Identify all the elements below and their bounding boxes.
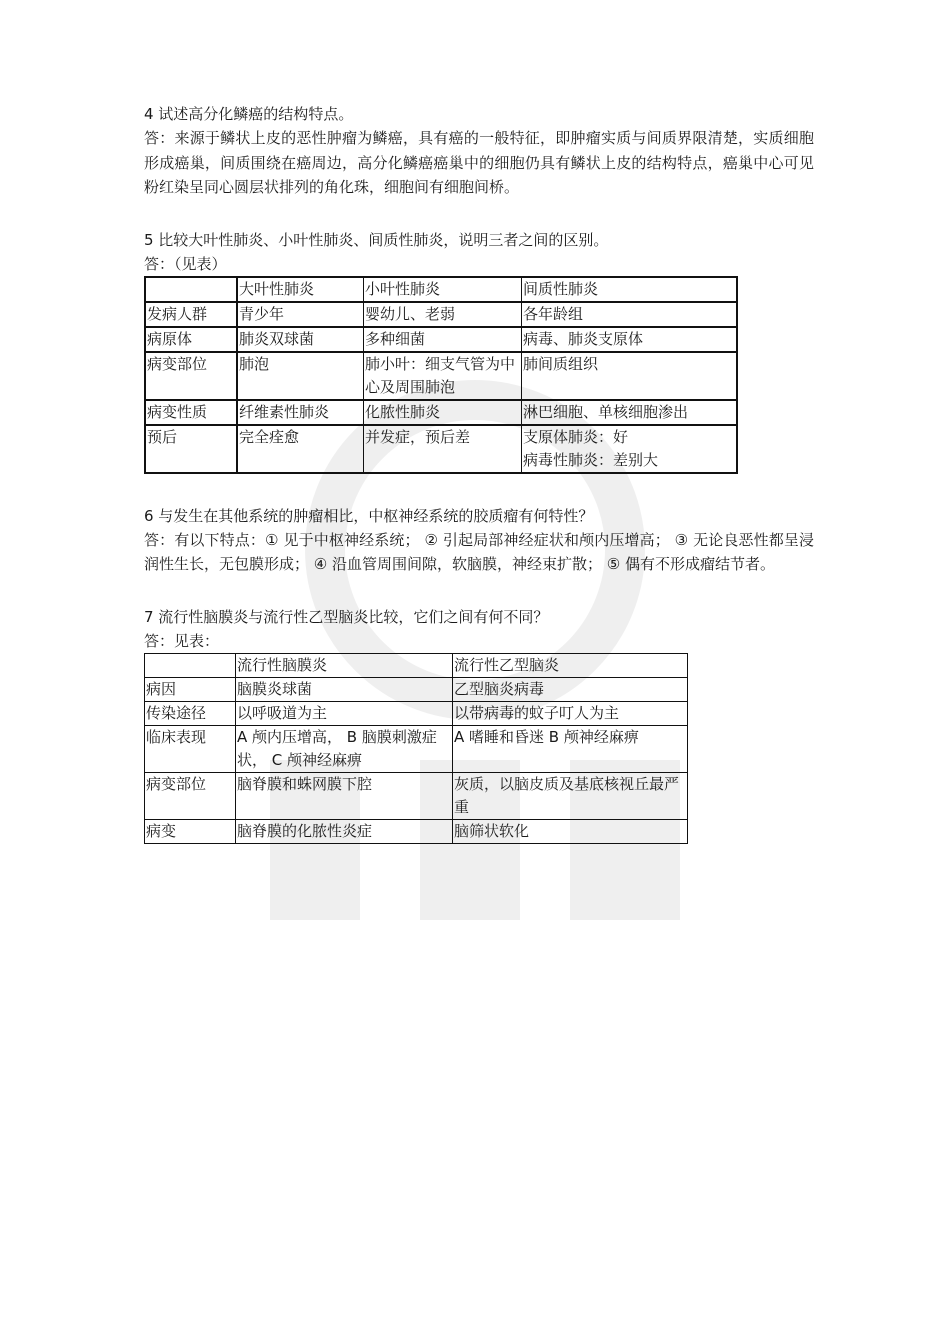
table-cell	[364, 400, 522, 425]
table-cell	[236, 677, 453, 701]
meningitis-encephalitis-table	[144, 653, 688, 844]
question-6: 6 与发生在其他系统的肿瘤相比，中枢神经系统的胶质瘤有何特性？	[144, 506, 594, 525]
table-row-label	[145, 400, 237, 425]
table-row	[145, 701, 688, 725]
cell-text: 肺炎双球菌	[239, 329, 315, 348]
table-row	[145, 772, 688, 819]
cell-text: 青少年	[239, 304, 285, 323]
table-row	[145, 725, 688, 772]
table-header-cell: 流行性乙型脑炎	[453, 653, 688, 677]
table-header-cell: 大叶性肺炎	[237, 277, 364, 302]
cell-text: 病变性质	[147, 402, 208, 421]
table-cell	[453, 701, 688, 725]
table-row-label	[145, 352, 237, 400]
table-cell	[453, 725, 688, 772]
cell-text: 支原体肺炎：好	[523, 427, 629, 446]
cell-text: 临床表现	[146, 727, 207, 746]
cell-text: 脑脊膜和蛛网膜下腔	[237, 774, 373, 793]
cell-text: 多种细菌	[365, 329, 426, 348]
table-cell	[364, 352, 522, 400]
table-cell	[237, 302, 364, 327]
table-row-label	[145, 302, 237, 327]
cell-text: 肺间质组织	[523, 354, 599, 373]
cell-text: 婴幼儿、老弱	[365, 304, 456, 323]
cell-text: 病变部位	[147, 354, 208, 373]
table-row-label	[145, 425, 237, 473]
table-cell	[237, 400, 364, 425]
table-cell	[364, 425, 522, 473]
question-7: 7 流行性脑膜炎与流行性乙型脑炎比较，它们之间有何不同？	[144, 607, 549, 626]
table-row-label	[145, 327, 237, 352]
table-header-row	[145, 277, 737, 302]
cell-text: 淋巴细胞、单核细胞渗出	[523, 402, 689, 421]
cell-text: 肺泡	[239, 354, 270, 373]
cell-text: 各年龄组	[523, 304, 584, 323]
cell-text: 脑脊膜的化脓性炎症	[237, 821, 373, 840]
cell-text: 完全痊愈	[239, 427, 300, 446]
cell-text: 病毒、肺炎支原体	[523, 329, 644, 348]
table-cell	[237, 425, 364, 473]
cell-text: 病变部位	[146, 774, 207, 793]
cell-text: 预后	[147, 427, 178, 446]
cell-text: 脑筛状软化	[454, 821, 530, 840]
table-header-cell: 流行性脑膜炎	[236, 653, 453, 677]
table-cell	[522, 302, 738, 327]
table-row	[145, 302, 737, 327]
table-cell	[236, 701, 453, 725]
table-row-label	[145, 725, 236, 772]
cell-text: A 颅内压增高， B 脑膜刺激症状， C 颅神经麻痹	[237, 727, 437, 769]
document-page	[144, 102, 814, 844]
table-row-label	[145, 772, 236, 819]
table-row	[145, 327, 737, 352]
cell-text: 传染途径	[146, 703, 207, 722]
cell-text: 乙型脑炎病毒	[454, 679, 545, 698]
table-header-cell	[145, 277, 237, 302]
cell-text: 病毒性肺炎：差别大	[523, 450, 659, 469]
table-cell	[522, 400, 738, 425]
cell-text: 病变	[146, 821, 177, 840]
table-header-cell: 小叶性肺炎	[364, 277, 522, 302]
cell-text: 以呼吸道为主	[237, 703, 328, 722]
table-cell	[364, 327, 522, 352]
table-cell	[237, 352, 364, 400]
answer-4: 答：来源于鳞状上皮的恶性肿瘤为鳞癌，具有癌的一般特征，即肿瘤实质与间质界限清楚，实质细胞形成癌巢，间质围绕在癌周边，高分化鳞癌癌巢中的细胞仍具有鳞状上皮的结构特点，癌巢中心可见粉红染呈同心圆层状排列的角化珠，细胞间有细胞间桥。	[144, 129, 814, 196]
cell-text: 肺小叶：细支气管为中心及周围肺泡	[365, 354, 516, 396]
answer-7-intro: 答：见表：	[144, 631, 220, 650]
cell-text: 灰质，以脑皮质及基底核视丘最严重	[454, 774, 680, 816]
table-row	[145, 677, 688, 701]
table-row-label	[145, 819, 236, 843]
cell-text: 并发症，预后差	[365, 427, 471, 446]
cell-text: 化脓性肺炎	[365, 402, 441, 421]
table-cell	[522, 352, 738, 400]
table-row	[145, 425, 737, 473]
table-row	[145, 819, 688, 843]
table-cell	[237, 327, 364, 352]
table-cell	[364, 302, 522, 327]
table-row-label	[145, 677, 236, 701]
question-5: 5 比较大叶性肺炎、小叶性肺炎、间质性肺炎，说明三者之间的区别。	[144, 230, 609, 249]
table-cell	[522, 327, 738, 352]
pneumonia-comparison-table	[144, 276, 738, 474]
cell-text: A 嗜睡和昏迷 B 颅神经麻痹	[454, 727, 639, 746]
table-cell	[236, 725, 453, 772]
cell-text: 纤维素性肺炎	[239, 402, 330, 421]
table-cell	[453, 677, 688, 701]
answer-5-intro: 答：（见表）	[144, 254, 227, 273]
cell-text: 病因	[146, 679, 177, 698]
cell-text: 脑膜炎球菌	[237, 679, 313, 698]
table-cell	[453, 819, 688, 843]
table-header-row	[145, 653, 688, 677]
cell-text: 发病人群	[147, 304, 208, 323]
question-4: 4 试述高分化鳞癌的结构特点。	[144, 105, 354, 123]
cell-text: 以带病毒的蚊子叮人为主	[454, 703, 620, 722]
table-cell	[236, 772, 453, 819]
cell-text: 病原体	[147, 329, 193, 348]
table-header-cell	[145, 653, 236, 677]
table-row-label	[145, 701, 236, 725]
table-cell	[236, 819, 453, 843]
answer-6: 答：有以下特点：① 见于中枢神经系统； ② 引起局部神经症状和颅内压增高； ③ 无论良恶性都呈浸润性生长，无包膜形成； ④ 沿血管周围间隙，软脑膜，神经束扩散； ⑤ 偶有不形成瘤结节者。	[144, 530, 814, 573]
table-row	[145, 352, 737, 400]
table-row	[145, 400, 737, 425]
table-header-cell: 间质性肺炎	[522, 277, 738, 302]
table-cell	[522, 425, 738, 473]
table-cell	[453, 772, 688, 819]
